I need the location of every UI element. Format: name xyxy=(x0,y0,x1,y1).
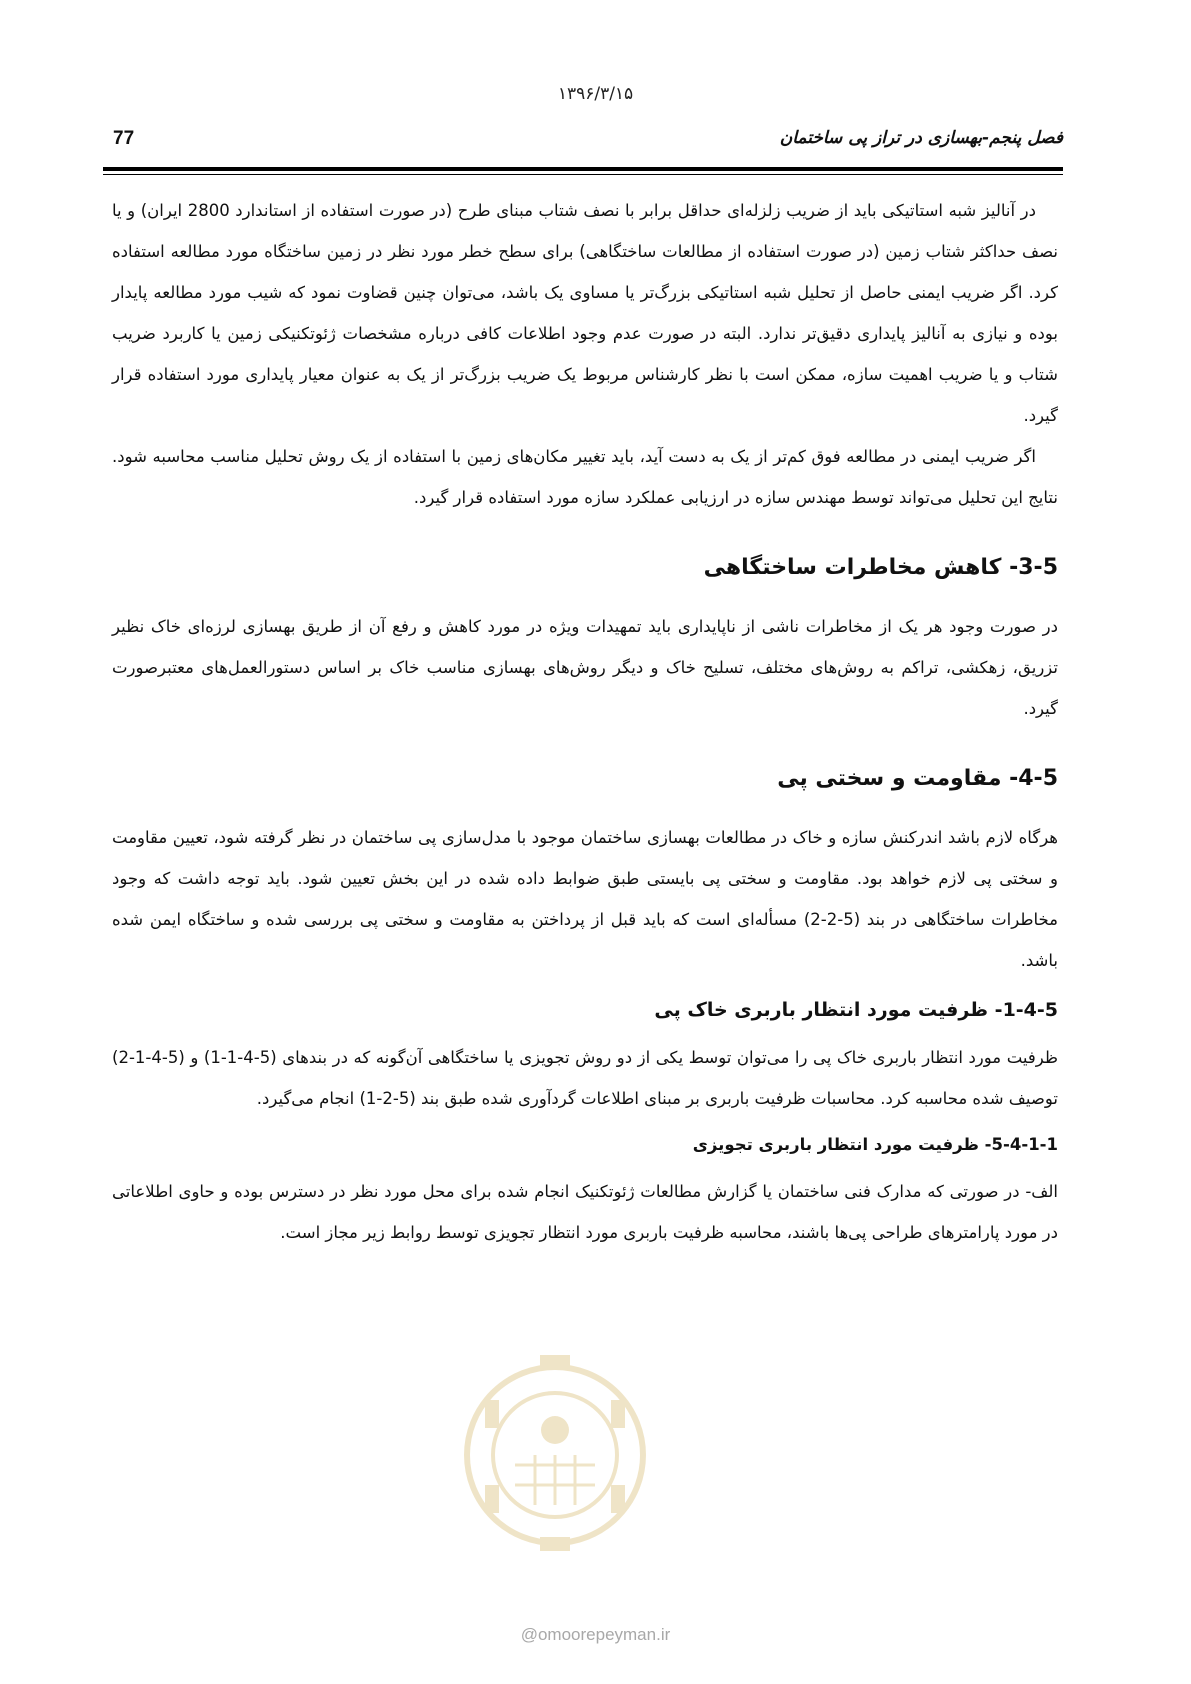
section-heading-1-1-4-5: 5-4-1-1- ظرفیت مورد انتظار باربری تجویزی xyxy=(692,1135,1058,1154)
paragraph-hazard-mitigation: در صورت وجود هر یک از مخاطرات ناشی از ناپایداری باید تمهیدات ویژه در مورد کاهش و رفع آن از طریق بهسازی لرزه‌ای خاک نظیر تزریق، زهکشی، تراکم به روش‌های مختلف، تسلیح خاک و دیگر روش‌های بهسازی مناسب خاک بر اساس دستورالعمل‌های معتبرصورت گیرد. xyxy=(112,617,1058,718)
section-heading-3-5: 3-5- کاهش مخاطرات ساختگاهی xyxy=(703,555,1058,580)
paragraph-prescriptive-capacity: الف- در صورتی که مدارک فنی ساختمان یا گزارش مطالعات ژئوتکنیک انجام شده برای محل مورد نظر در دسترس بوده و حاوی اطلاعاتی در مورد پارامترهای طراحی پی‌ها باشند، محاسبه ظرفیت باربری مورد انتظار تجویزی توسط روابط زیر مجاز است. xyxy=(112,1182,1058,1242)
paragraph-bearing-capacity: ظرفیت مورد انتظار باربری خاک پی را می‌توان توسط یکی از دو روش تجویزی یا ساختگاهی آن‌گونه که در بندهای (5-4-1-1) و (5-4-1-2) توصیف شده محاسبه کرد. محاسبات ظرفیت باربری بر مبنای اطلاعات گردآوری شده طبق بند (5-2-1) انجام می‌گیرد. xyxy=(112,1048,1058,1108)
header-rule-thick xyxy=(103,167,1063,171)
running-title: فصل پنجم-بهسازی در تراز پی ساختمان xyxy=(779,128,1063,148)
paragraph-seismic-analysis: در آنالیز شبه استاتیکی باید از ضریب زلزله‌ای حداقل برابر با نصف شتاب مبنای طرح (در صورت استفاده از استاندارد 2800 ایران) و یا نصف حداکثر شتاب زمین (در صورت استفاده از مطالعات ساختگاهی) برای سطح خطر مورد نظر در زمین ساختگاه مورد مطالعه استفاده کرد. اگر ضریب ایمنی حاصل از تحلیل شبه استاتیکی بزرگ‌تر یا مساوی یک باشد، می‌توان چنین قضاوت نمود که شیب مورد مطالعه پایدار بوده و نیازی به آنالیز پایداری دقیق‌تر ندارد. البته در صورت عدم وجود اطلاعات کافی درباره مشخصات ژئوتکنیکی زمین یا کاربرد ضریب شتاب و یا ضریب اهمیت سازه، ممکن است با نظر کارشناس مربوط یک ضریب بزرگ‌تر از یک به عنوان معیار پایداری مورد استفاده قرار گیرد. xyxy=(112,201,1058,425)
page-number: 77 xyxy=(113,128,135,149)
watermark-logo xyxy=(445,1315,665,1565)
section-heading-4-5: 4-5- مقاومت و سختی پی xyxy=(777,766,1058,791)
paragraph-safety-factor: اگر ضریب ایمنی در مطالعه فوق کم‌تر از یک به دست آید، باید تغییر مکان‌های زمین با استفاده از یک روش تحلیل مناسب محاسبه شود. نتایج این تحلیل می‌تواند توسط مهندس سازه در ارزیابی عملکرد سازه مورد استفاده قرار گیرد. xyxy=(112,447,1058,507)
section-heading-1-4-5: 1-4-5- ظرفیت مورد انتظار باربری خاک پی xyxy=(654,999,1058,1021)
header-rule-thin xyxy=(103,174,1063,175)
date-stamp: ۱۳۹۶/۳/۱۵ xyxy=(557,84,634,104)
watermark-url: @omoorepeyman.ir xyxy=(520,1625,671,1644)
page-content xyxy=(112,190,1058,1253)
paragraph-strength-stiffness: هرگاه لازم باشد اندرکنش سازه و خاک در مطالعات بهسازی ساختمان موجود با مدل‌سازی پی ساختمان در نظر گرفته شود، تعیین مقاومت و سختی پی لازم خواهد بود. مقاومت و سختی پی بایستی طبق ضوابط داده شده در این بخش تعیین شود. باید توجه داشت که وجود مخاطرات ساختگاهی در بند (5-2-2) مسأله‌ای است که باید قبل از پرداختن به مقاومت و سختی پی بررسی شده و ساختگاه ایمن شده باشد. xyxy=(112,828,1058,970)
page-header xyxy=(103,128,1063,160)
